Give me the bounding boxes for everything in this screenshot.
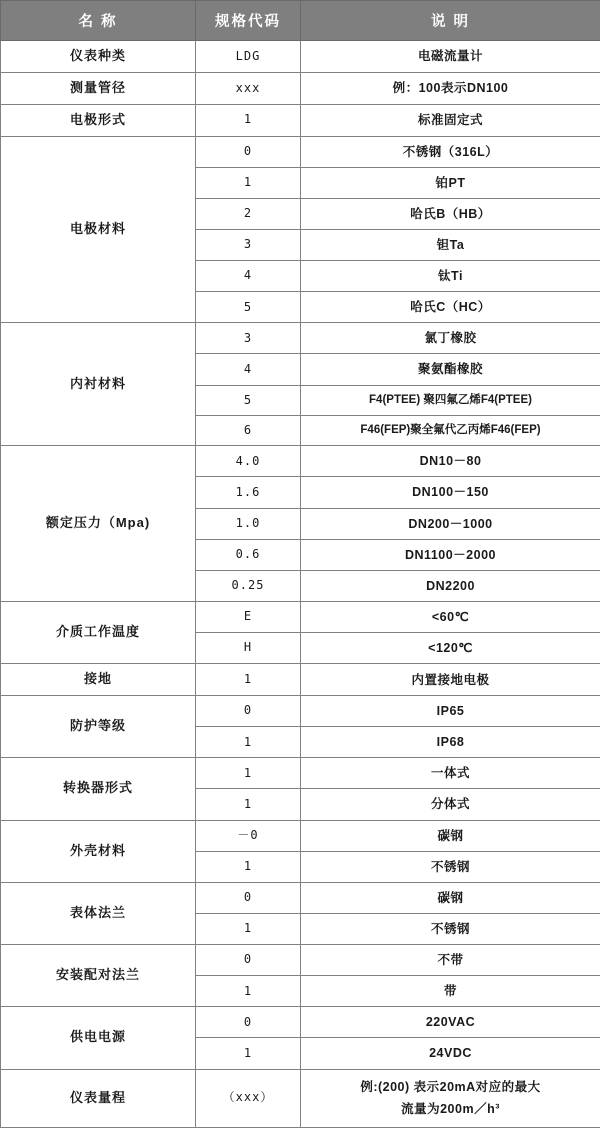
table-row: [1, 696, 600, 727]
cell-code: 2: [196, 198, 301, 229]
cell-description: 碳钢: [301, 882, 600, 913]
cell-code: 3: [196, 229, 301, 260]
cell-name: 防护等级: [1, 696, 196, 758]
cell-code: 1: [196, 104, 301, 136]
cell-description: F46(FEP)聚全氟代乙丙烯F46(FEP): [301, 415, 600, 445]
cell-name: 电极材料: [1, 136, 196, 323]
cell-code: 1.0: [196, 508, 301, 539]
cell-code: xxx: [196, 72, 301, 104]
cell-description: 氯丁橡胶: [301, 323, 600, 354]
cell-code: H: [196, 633, 301, 664]
column-header-desc: 说 明: [301, 1, 600, 41]
cell-description: 聚氨酯橡胶: [301, 354, 600, 385]
cell-code: 1.6: [196, 477, 301, 508]
cell-code: E: [196, 601, 301, 632]
cell-description: 钽Ta: [301, 229, 600, 260]
cell-description: 不带: [301, 945, 600, 976]
cell-code: 4: [196, 354, 301, 385]
cell-description: 24VDC: [301, 1038, 600, 1069]
cell-code: 0: [196, 696, 301, 727]
cell-description: <60℃: [301, 601, 600, 632]
cell-description: 例：100表示DN100: [301, 72, 600, 104]
table-row: [1, 446, 600, 477]
cell-name: 供电电源: [1, 1007, 196, 1069]
cell-code: 1: [196, 167, 301, 198]
table-row: [1, 136, 600, 167]
table-row: [1, 104, 600, 136]
cell-code: 0: [196, 136, 301, 167]
cell-code: 6: [196, 415, 301, 445]
cell-description: 电磁流量计: [301, 41, 600, 73]
cell-description: 铂PT: [301, 167, 600, 198]
cell-name: 介质工作温度: [1, 601, 196, 663]
cell-code: 5: [196, 292, 301, 323]
table-row: [1, 882, 600, 913]
cell-description: DN200－1000: [301, 508, 600, 539]
cell-name: 电极形式: [1, 104, 196, 136]
cell-description: 分体式: [301, 789, 600, 820]
cell-code: 1: [196, 1038, 301, 1069]
table-row: [1, 1007, 600, 1038]
cell-code: 4: [196, 261, 301, 292]
table-row: [1, 945, 600, 976]
cell-description: IP68: [301, 727, 600, 758]
cell-code: 1: [196, 758, 301, 789]
table-header-row: [1, 1, 600, 41]
column-header-name: 名 称: [1, 1, 196, 41]
cell-name: 额定压力（Mpa): [1, 446, 196, 602]
cell-name: 接地: [1, 664, 196, 696]
table-row: [1, 72, 600, 104]
cell-description: 钛Ti: [301, 261, 600, 292]
cell-description: DN100－150: [301, 477, 600, 508]
cell-description: 不锈钢: [301, 851, 600, 882]
cell-description: <120℃: [301, 633, 600, 664]
cell-code: （xxx）: [196, 1069, 301, 1127]
cell-code: LDG: [196, 41, 301, 73]
cell-name: 内衬材料: [1, 323, 196, 446]
cell-description: 例:(200) 表示20mA对应的最大 流量为200m／h³: [301, 1069, 600, 1127]
cell-name: 测量管径: [1, 72, 196, 104]
cell-code: 0.6: [196, 539, 301, 570]
cell-description: DN1100－2000: [301, 539, 600, 570]
cell-code: 0: [196, 1007, 301, 1038]
cell-description: 内置接地电极: [301, 664, 600, 696]
cell-code: －0: [196, 820, 301, 851]
table-row: [1, 758, 600, 789]
table-body: [1, 41, 600, 1128]
cell-description: 不锈钢（316L）: [301, 136, 600, 167]
cell-code: 5: [196, 385, 301, 415]
cell-code: 1: [196, 664, 301, 696]
cell-description: 不锈钢: [301, 913, 600, 944]
cell-description: F4(PTEE) 聚四氟乙烯F4(PTEE): [301, 385, 600, 415]
cell-description: 220VAC: [301, 1007, 600, 1038]
cell-description: 碳钢: [301, 820, 600, 851]
table-row: [1, 1069, 600, 1127]
cell-description: DN2200: [301, 570, 600, 601]
table-row: [1, 323, 600, 354]
cell-code: 1: [196, 851, 301, 882]
cell-description: 标准固定式: [301, 104, 600, 136]
cell-code: 0: [196, 945, 301, 976]
cell-name: 安装配对法兰: [1, 945, 196, 1007]
cell-name: 转换器形式: [1, 758, 196, 820]
table-row: [1, 820, 600, 851]
cell-description: 一体式: [301, 758, 600, 789]
cell-code: 1: [196, 789, 301, 820]
table-row: [1, 664, 600, 696]
cell-code: 0: [196, 882, 301, 913]
cell-code: 3: [196, 323, 301, 354]
cell-name: 外壳材料: [1, 820, 196, 882]
cell-description: DN10－80: [301, 446, 600, 477]
table-row: [1, 41, 600, 73]
table-row: [1, 601, 600, 632]
cell-description: 带: [301, 976, 600, 1007]
cell-code: 1: [196, 727, 301, 758]
cell-description: 哈氏C（HC）: [301, 292, 600, 323]
cell-code: 1: [196, 976, 301, 1007]
cell-name: 仪表量程: [1, 1069, 196, 1127]
cell-name: 表体法兰: [1, 882, 196, 944]
cell-description: IP65: [301, 696, 600, 727]
cell-code: 4.0: [196, 446, 301, 477]
cell-description: 哈氏B（HB）: [301, 198, 600, 229]
cell-code: 0.25: [196, 570, 301, 601]
cell-code: 1: [196, 913, 301, 944]
column-header-code: 规格代码: [196, 1, 301, 41]
cell-name: 仪表种类: [1, 41, 196, 73]
